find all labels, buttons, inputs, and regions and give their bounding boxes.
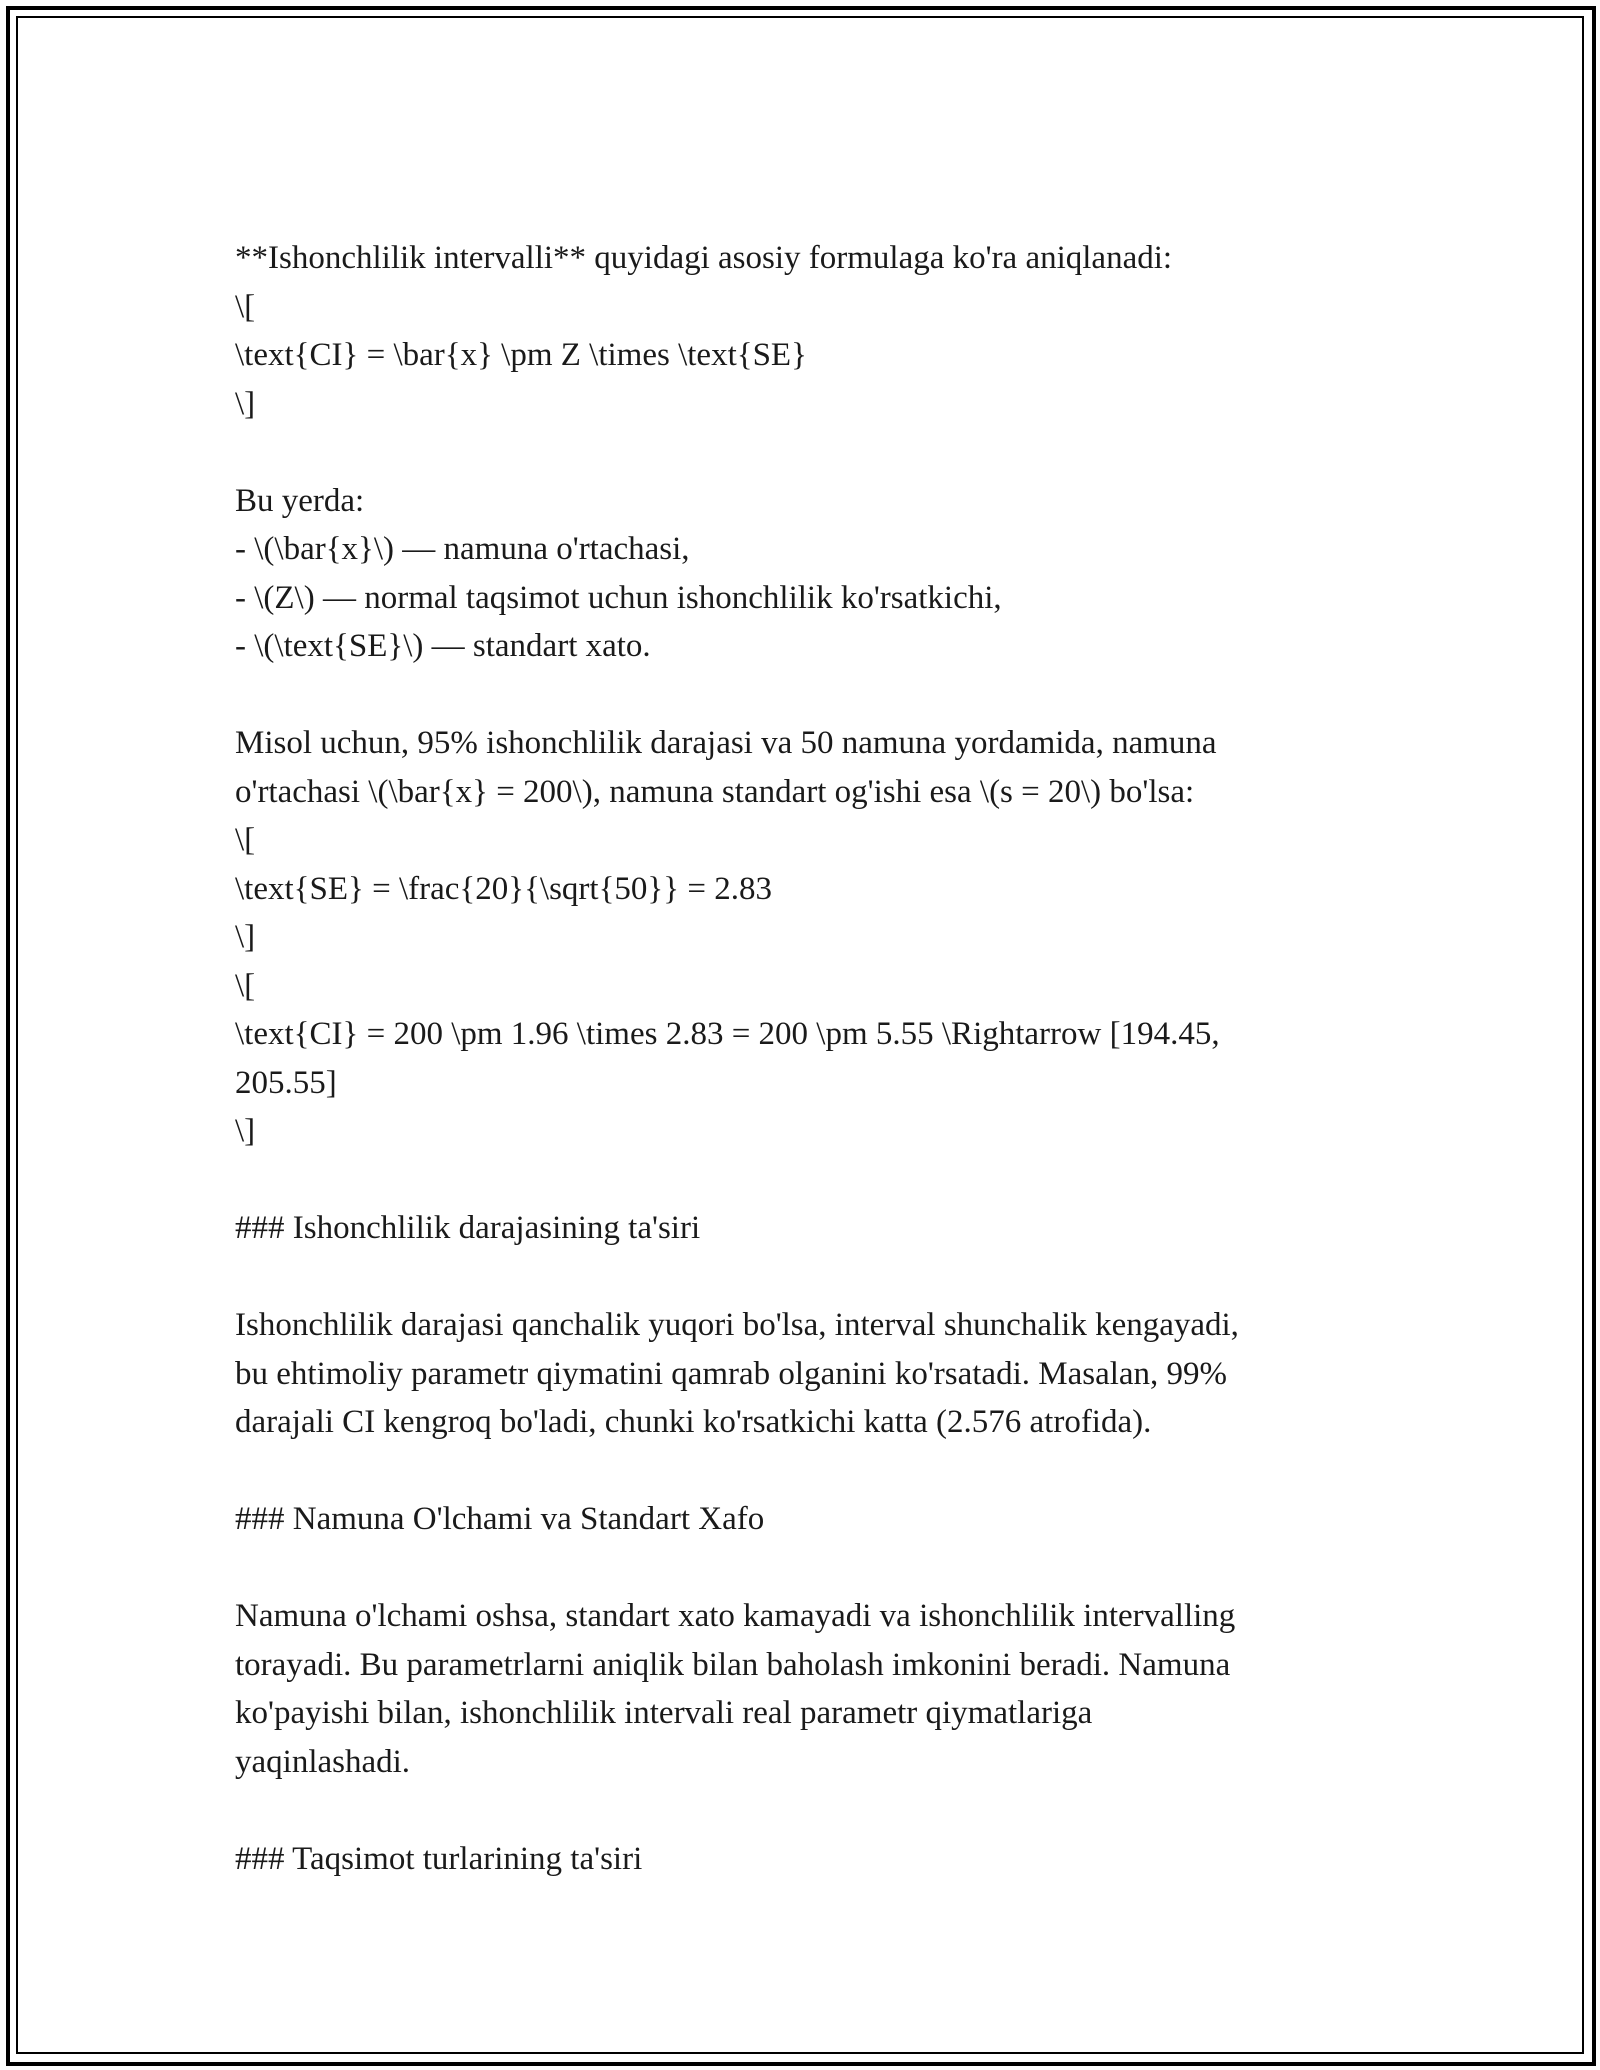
text-line: bu ehtimoliy parametr qiymatini qamrab olganini ko'rsatadi. Masalan, 99% xyxy=(235,1355,1228,1392)
definitions-list xyxy=(235,477,1395,671)
text-line: \text{SE} = \frac{20}{\sqrt{50}} = 2.83 xyxy=(235,870,772,907)
text-line: \[ xyxy=(235,822,256,858)
text-line: yaqinlashadi. xyxy=(235,1743,411,1780)
list-item: - \(\bar{x}\) — namuna o'rtachasi, xyxy=(235,531,690,567)
list-item: - \(Z\) — normal taqsimot uchun ishonchlilik ko'rsatkichi, xyxy=(235,579,1002,616)
text-line: \text{CI} = \bar{x} \pm Z \times \text{SE} xyxy=(235,337,807,373)
text-line: torayadi. Bu parametrlarni aniqlik bilan baholash imkonini beradi. Namuna xyxy=(235,1646,1231,1683)
heading-text: ### Taqsimot turlarining ta'siri xyxy=(235,1840,643,1877)
section-heading xyxy=(235,1495,1395,1544)
paragraph xyxy=(235,1301,1395,1447)
section-heading xyxy=(235,1835,1395,1884)
document-body xyxy=(235,234,1395,1883)
paragraph-gap xyxy=(235,428,1395,477)
text-line: \] xyxy=(235,1113,256,1149)
text-line: ko'payishi bilan, ishonchlilik intervali real parametr qiymatlariga xyxy=(235,1695,1093,1731)
text-line: \text{CI} = 200 \pm 1.96 \times 2.83 = 200 \pm 5.55 \Rightarrow [194.45, xyxy=(235,1016,1220,1052)
example-block xyxy=(235,719,1395,1156)
paragraph-gap xyxy=(235,1544,1395,1593)
text-line: Misol uchun, 95% ishonchlilik darajasi va 50 namuna yordamida, namuna xyxy=(235,725,1217,761)
section-heading xyxy=(235,1204,1395,1253)
text-line: \[ xyxy=(235,967,256,1004)
text-line: 205.55] xyxy=(235,1064,337,1101)
heading-text: ### Ishonchlilik darajasining ta'siri xyxy=(235,1210,701,1246)
paragraph-gap xyxy=(235,1786,1395,1835)
paragraph xyxy=(235,1592,1395,1786)
text-line: Namuna o'lchami oshsa, standart xato kamayadi va ishonchlilik intervalling xyxy=(235,1598,1236,1634)
formula-intro-block xyxy=(235,234,1395,428)
list-item: - \(\text{SE}\) — standart xato. xyxy=(235,628,651,664)
heading-text: ### Namuna O'lchami va Standart Xafo xyxy=(235,1501,765,1537)
text-line: Bu yerda: xyxy=(235,482,365,519)
text-line: \] xyxy=(235,385,256,422)
text-line: \] xyxy=(235,919,256,955)
paragraph-gap xyxy=(235,1253,1395,1302)
paragraph-gap xyxy=(235,1156,1395,1205)
text-line: darajali CI kengroq bo'ladi, chunki ko'rsatkichi katta (2.576 atrofida). xyxy=(235,1404,1152,1440)
text-line: Ishonchlilik darajasi qanchalik yuqori bo'lsa, interval shunchalik kengayadi, xyxy=(235,1307,1239,1343)
text-line: **Ishonchlilik intervalli** quyidagi asosiy formulaga ko'ra aniqlanadi: xyxy=(235,240,1173,276)
text-line: \[ xyxy=(235,288,256,325)
paragraph-gap xyxy=(235,671,1395,720)
paragraph-gap xyxy=(235,1447,1395,1496)
text-line: o'rtachasi \(\bar{x} = 200\), namuna standart og'ishi esa \(s = 20\) bo'lsa: xyxy=(235,773,1195,810)
